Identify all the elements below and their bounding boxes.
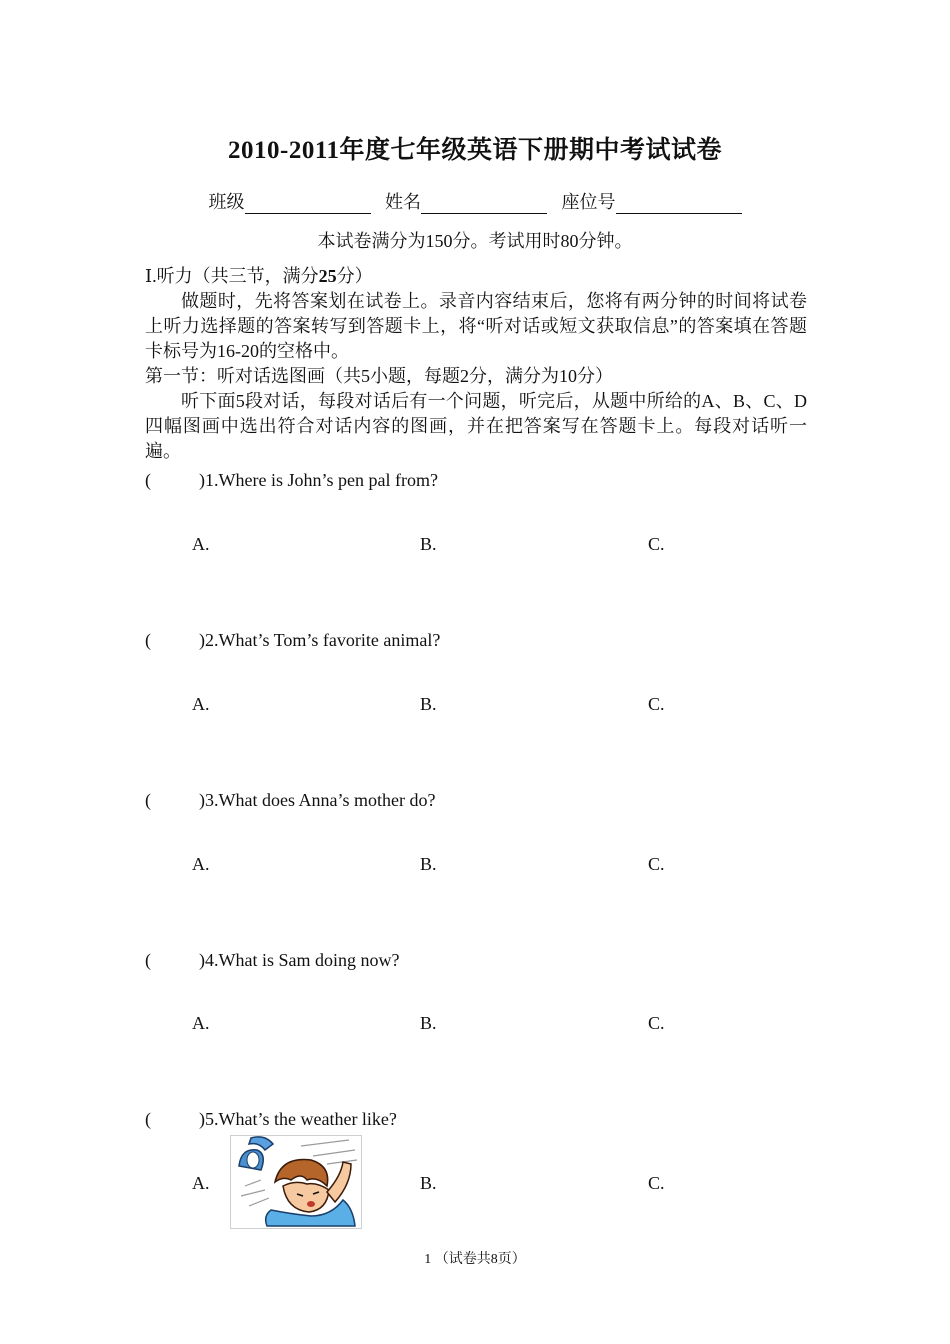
q2-option-b: B. xyxy=(420,694,437,714)
answer-paren: ( xyxy=(145,1109,151,1129)
page-title: 2010-2011年度七年级英语下册期中考试试卷 xyxy=(228,137,722,164)
answer-paren: ( xyxy=(145,630,151,650)
q4-option-b: B. xyxy=(420,1013,437,1033)
q5-option-c: C. xyxy=(648,1173,665,1193)
question-3 xyxy=(145,790,435,811)
name-label: 姓名 xyxy=(385,192,421,212)
seat-blank xyxy=(616,195,742,214)
question-1 xyxy=(145,470,438,491)
class-label: 班级 xyxy=(208,192,245,212)
q1-option-c: C. xyxy=(648,534,665,554)
section-heading xyxy=(145,264,373,289)
question-2 xyxy=(145,630,440,651)
q4-option-a: A. xyxy=(192,1013,210,1033)
class-blank xyxy=(245,195,371,214)
q5-option-a: A. xyxy=(192,1173,210,1193)
answer-paren: ( xyxy=(145,790,151,810)
q3-option-c: C. xyxy=(648,854,665,874)
question-text: )2.What’s Tom’s favorite animal? xyxy=(199,630,441,650)
question-4 xyxy=(145,950,399,971)
windy-weather-image xyxy=(230,1135,362,1229)
part1-title: 第一节：听对话选图画（共5小题，每题2分，满分为10分） xyxy=(145,366,613,386)
q2-option-a: A. xyxy=(192,694,210,714)
windy-boy-illustration xyxy=(231,1136,361,1228)
q1-option-a: A. xyxy=(192,534,210,554)
question-text: )4.What is Sam doing now? xyxy=(199,950,400,970)
question-text: )1.Where is John’s pen pal from? xyxy=(199,470,438,490)
seat-label: 座位号 xyxy=(561,192,616,212)
section-score: 25 xyxy=(318,266,337,286)
question-text: )5.What’s the weather like? xyxy=(199,1109,397,1129)
q1-option-b: B. xyxy=(420,534,437,554)
part1-instructions: 听下面5段对话，每段对话后有一个问题，听完后，从题中所给的A、B、C、D四幅图画中选出符合对话内容的图画，并在把答案写在答题卡上。每段对话听一遍。 xyxy=(145,391,807,461)
q5-option-b: B. xyxy=(420,1173,437,1193)
section-heading-text: .听力（共三节，满分 xyxy=(152,266,319,286)
q2-option-c: C. xyxy=(648,694,665,714)
question-text: )3.What does Anna’s mother do? xyxy=(199,790,436,810)
section-roman: Ⅰ xyxy=(145,266,153,286)
q3-option-a: A. xyxy=(192,854,210,874)
student-info-line xyxy=(0,188,950,214)
answer-paren: ( xyxy=(145,470,151,490)
section-heading-end: 分） xyxy=(336,266,373,286)
answer-paren: ( xyxy=(145,950,151,970)
exam-note: 本试卷满分为150分。考试用时80分钟。 xyxy=(317,231,633,251)
question-5 xyxy=(145,1109,397,1130)
q3-option-b: B. xyxy=(420,854,437,874)
page-footer: 1 （试卷共8页） xyxy=(424,1252,526,1267)
name-blank xyxy=(421,195,547,214)
section-instructions: 做题时，先将答案划在试卷上。录音内容结束后，您将有两分钟的时间将试卷上听力选择题的答案转写到答题卡上，将“听对话或短文获取信息”的答案填在答题卡标号为16-20的空格中。 xyxy=(145,291,807,361)
q4-option-c: C. xyxy=(648,1013,665,1033)
